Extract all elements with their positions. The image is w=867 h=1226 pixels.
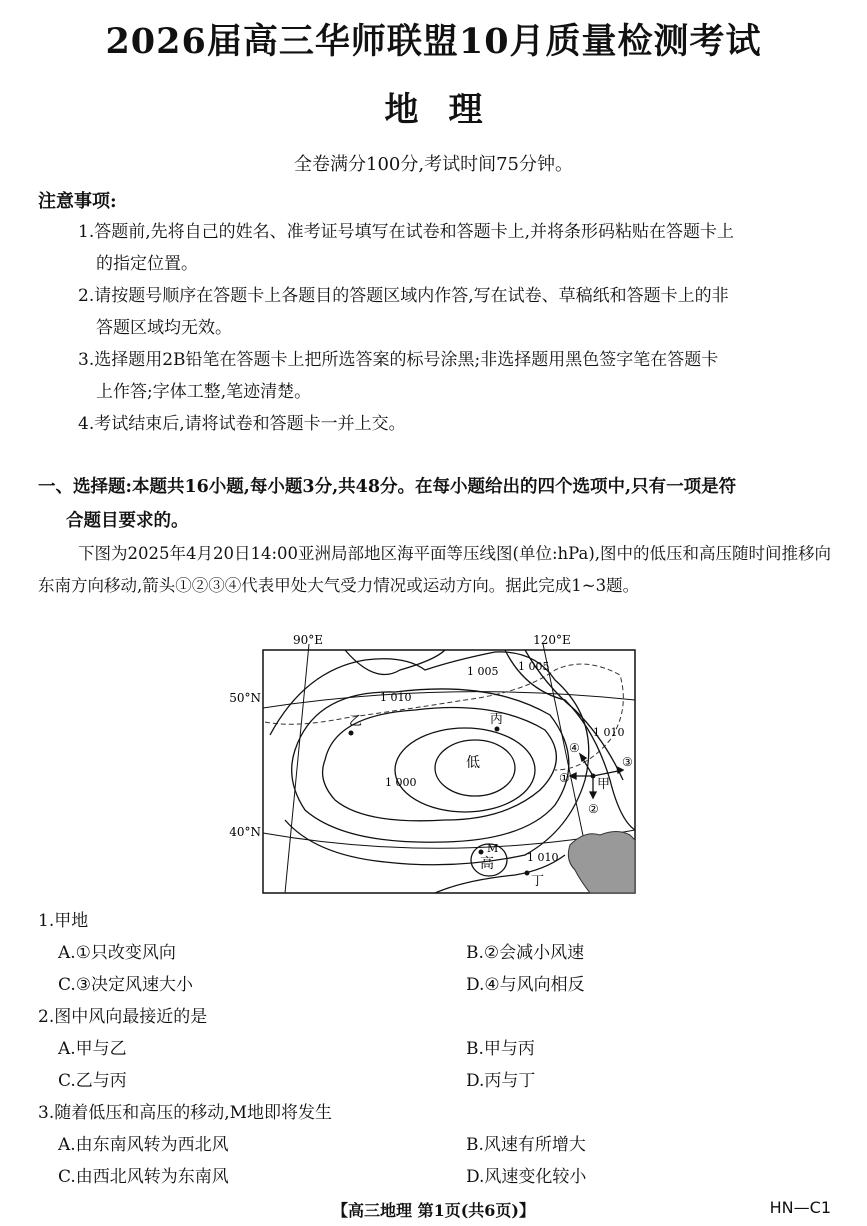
q3-option-c[interactable]: C.由西北风转为东南风: [58, 1167, 229, 1187]
question-2-stem: 2.图中风向最接近的是: [38, 1007, 208, 1027]
notice-item-2: [78, 280, 838, 344]
q1-option-a[interactable]: A.①只改变风向: [58, 943, 176, 963]
isobar: [345, 650, 445, 675]
place-dot-yi: [349, 731, 354, 736]
isobar: [292, 689, 569, 842]
notice-line: 1.答题前,先将自己的姓名、准考证号填写在试卷和答题卡上,并将条形码粘贴在答题卡上: [78, 222, 735, 242]
notice-line: 2.请按题号顺序在答题卡上各题目的答题区域内作答,写在试卷、草稿纸和答题卡上的非: [78, 286, 729, 306]
arrow-4-head: [580, 754, 586, 761]
exam-title: 2026届高三华师联盟10月质量检测考试: [105, 21, 762, 62]
full-score-note: 全卷满分100分,考试时间75分钟。: [294, 154, 573, 175]
place-label-bing: 丙: [490, 712, 504, 727]
question-intro: 下图为2025年4月20日14:00亚洲局部地区海平面等压线图(单位:hPa),图中的低压和高压随时间推移向东南方向移动,箭头①②③④代表甲处大气受力情况或运动方向。据此完成1~3题。: [38, 544, 832, 595]
q3-option-d[interactable]: D.风速变化较小: [466, 1167, 587, 1187]
q2-option-b[interactable]: B.甲与丙: [466, 1039, 535, 1059]
lat-label: 50°N: [229, 691, 261, 705]
isobar-label: 1 000: [385, 776, 417, 789]
place-label-m: M: [487, 842, 499, 855]
paper-code: HN—C1: [769, 1198, 831, 1217]
place-label-jia: 甲: [597, 777, 611, 792]
arrow-label-1: ①: [559, 771, 570, 785]
isobar-label: 1 010: [593, 726, 625, 739]
high-center-label: 高: [480, 856, 494, 872]
notice-item-3: [78, 344, 838, 408]
notice-line: 上作答;字体工整,笔迹清楚。: [96, 382, 312, 402]
isobar: [505, 650, 635, 830]
page-footer: 【高三地理 第1页(共6页)】: [332, 1201, 535, 1220]
arrow-label-2: ②: [588, 802, 599, 816]
isobar-label: 1 010: [527, 851, 559, 864]
place-dot-m: [479, 850, 484, 855]
lon-label: 120°E: [533, 633, 571, 647]
isobar-map-svg: [225, 630, 645, 900]
q2-option-c[interactable]: C.乙与丙: [58, 1071, 127, 1091]
q1-option-c[interactable]: C.③决定风速大小: [58, 975, 194, 995]
isobar: [270, 652, 589, 865]
question-3-stem: 3.随着低压和高压的移动,M地即将发生: [38, 1103, 333, 1123]
lon-label: 90°E: [292, 633, 324, 647]
q2-option-a[interactable]: A.甲与乙: [58, 1039, 127, 1059]
force-arrows: [570, 754, 623, 798]
isobar-label: 1 005: [518, 660, 550, 673]
q1-option-d[interactable]: D.④与风向相反: [466, 975, 585, 995]
q3-option-a[interactable]: A.由东南风转为西北风: [58, 1135, 229, 1155]
place-label-ding: 丁: [531, 874, 545, 889]
notice-line: 答题区域均无效。: [96, 318, 232, 338]
section-heading-line: 合题目要求的。: [66, 511, 189, 531]
q3-option-b[interactable]: B.风速有所增大: [466, 1135, 586, 1155]
isobar-label: 1 005: [467, 665, 499, 678]
subject-title: 地理: [384, 90, 513, 130]
section-heading: [38, 470, 838, 538]
low-center-label: 低: [466, 755, 480, 771]
q2-option-d[interactable]: D.丙与丁: [466, 1071, 536, 1091]
place-dot-bing: [495, 727, 500, 732]
isobar-map: [225, 630, 645, 900]
land-area: [568, 832, 635, 894]
notice-item-4: [78, 408, 838, 440]
notice-line: 的指定位置。: [96, 254, 198, 274]
notice-heading: 注意事项:: [38, 191, 117, 212]
meridian-90e: [285, 644, 309, 893]
place-label-yi: 乙: [349, 714, 363, 729]
place-dot-ding: [525, 871, 530, 876]
notice-item-1: [78, 216, 838, 280]
arrow-label-3: ③: [622, 755, 633, 769]
question-1-stem: 1.甲地: [38, 911, 89, 931]
arrow-2-head: [590, 792, 596, 798]
arrow-label-4: ④: [569, 741, 580, 755]
q1-option-b[interactable]: B.②会减小风速: [466, 943, 585, 963]
parallel-50n: [263, 692, 635, 708]
notice-line: 3.选择题用2B铅笔在答题卡上把所选答案的标号涂黑;非选择题用黑色签字笔在答题卡: [78, 350, 719, 370]
isobar-label: 1 010: [380, 691, 412, 704]
section-heading-line: 一、选择题:本题共16小题,每小题3分,共48分。在每小题给出的四个选项中,只有一项是符: [38, 477, 737, 497]
lat-label: 40°N: [229, 825, 261, 839]
notice-line: 4.考试结束后,请将试卷和答题卡一并上交。: [78, 414, 406, 434]
